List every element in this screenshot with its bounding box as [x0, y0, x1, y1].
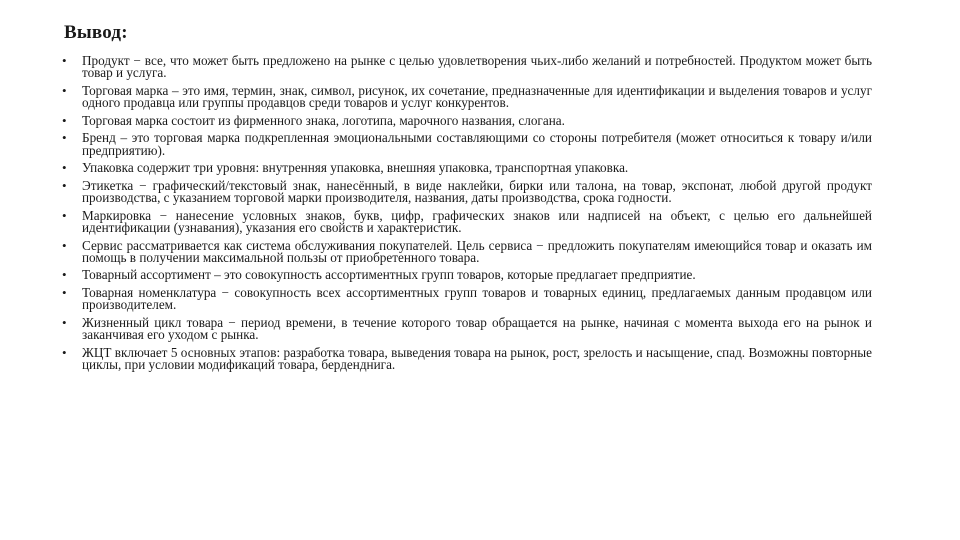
list-item — [60, 177, 872, 206]
bullet-text: Продукт − все, что может быть предложено на рынке с целью удовлетворения чьих-либо желаний и потребностей. Продуктом может быть товар и услуга. — [82, 53, 872, 81]
bullet-icon: • — [62, 82, 67, 98]
bullet-icon: • — [62, 130, 67, 146]
bullet-icon: • — [62, 344, 67, 360]
bullet-text: Товарный ассортимент – это совокупность ассортиментных групп товаров, которые предлагает предприятие. — [82, 267, 696, 283]
bullet-text: Торговая марка – это имя, термин, знак, символ, рисунок, их сочетание, предназначенные для идентификации и выделения товаров и услуг одного продавца или группы продавцов среди товаров и услуг конкурентов. — [82, 82, 872, 111]
slide-title: Вывод: — [64, 22, 128, 43]
bullet-text: Этикетка − графический/текстовый знак, нанесённый, в виде наклейки, бирки или талона, на товар, экспонат, любой другой продукт производства, с указанием торговой марки производителя, названия, даты производства, срока годности. — [82, 177, 872, 206]
bullet-text: Жизненный цикл товара − период времени, в течение которого товар обращается на рынке, начиная с момента выхода его на рынок и заканчивая его уходом с рынка. — [82, 314, 872, 343]
list-item — [60, 82, 872, 111]
list-item — [60, 162, 872, 174]
bullet-list — [60, 55, 872, 377]
bullet-icon: • — [62, 160, 67, 176]
list-item — [60, 269, 872, 281]
bullet-text: Товарная номенклатура − совокупность всех ассортиментных групп товаров и товарных единиц, предлагаемых данным продавцом или производителем. — [82, 284, 872, 313]
bullet-icon: • — [62, 177, 67, 193]
bullet-text: Бренд – это торговая марка подкрепленная эмоциональными составляющими со стороны потребителя (может относиться к товару и/или предприятию). — [82, 130, 872, 158]
bullet-icon: • — [62, 267, 67, 283]
bullet-icon: • — [62, 314, 67, 330]
bullet-text: Сервис рассматривается как система обслуживания покупателей. Цель сервиса − предложить покупателям имеющийся товар и оказать им помощь в получении максимальной пользы от приобретенного товара. — [82, 237, 872, 265]
bullet-text: ЖЦТ включает 5 основных этапов: разработка товара, выведения товара на рынок, рост, зрелость и насыщение, спад. Возможны повторные циклы, при условии модификаций товара, берденднига. — [82, 344, 872, 373]
bullet-text: Упаковка содержит три уровня: внутренняя упаковка, внешняя упаковка, транспортная упаковка. — [82, 160, 629, 176]
bullet-icon: • — [62, 112, 67, 128]
list-item — [60, 112, 872, 128]
bullet-text: Торговая марка состоит из фирменного знака, логотипа, марочного названия, слогана. — [82, 112, 565, 128]
bullet-icon: • — [62, 284, 67, 300]
bullet-text: Маркировка − нанесение условных знаков, букв, цифр, графических знаков или надписей на объект, с целью его дальнейшей идентификации (узнавания), указания его свойств и характеристик. — [82, 207, 872, 236]
list-item — [60, 207, 872, 236]
list-item — [60, 344, 872, 373]
list-item — [60, 284, 872, 313]
list-item — [60, 132, 872, 157]
bullet-icon: • — [62, 237, 67, 253]
bullet-icon: • — [62, 207, 67, 223]
list-item — [60, 314, 872, 343]
list-item — [60, 55, 872, 80]
list-item — [60, 237, 872, 265]
bullet-icon: • — [62, 53, 67, 68]
